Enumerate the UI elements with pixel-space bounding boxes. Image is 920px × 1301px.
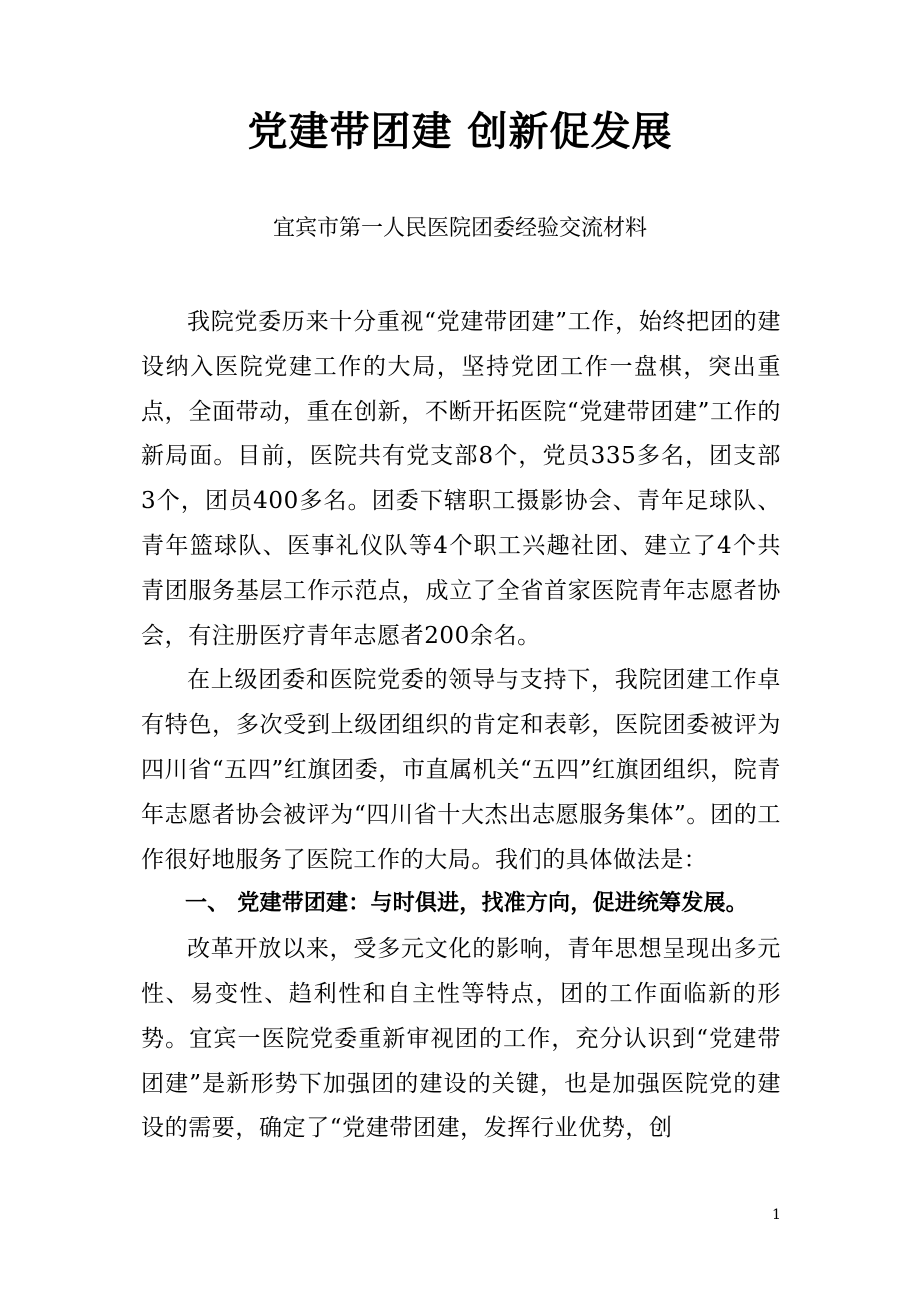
page-number: 1 bbox=[772, 1207, 781, 1223]
document-subtitle: 宜宾市第一人民医院团委经验交流材料 bbox=[272, 216, 647, 241]
body-paragraph-section-one: 改革开放以来，受多元文化的影响，青年思想呈现出多元性、易变性、趋利性和自主性等特点，团的工作面临新的形势。宜宾一医院党委重新审视团的工作，充分认识到“党建带团建”是新形势下加强团的建设的关键，也是加强医院党的建设的需要，确定了“党建带团建，发挥行业优势，创 bbox=[141, 936, 781, 1142]
body-paragraph-intro: 我院党委历来十分重视“党建带团建”工作，始终把团的建设纳入医院党建工作的大局，坚持党团工作一盘棋，突出重点，全面带动，重在创新，不断开拓医院“党建带团建”工作的新局面。目前，医院共有党支部8个，党员335多名，团支部3个，团员400多名。团委下辖职工摄影协会、青年足球队、青年篮球队、医事礼仪队等4个职工兴趣社团、建立了4个共青团服务基层工作示范点，成立了全省首家医院青年志愿者协会，有注册医疗青年志愿者200余名。 bbox=[141, 309, 781, 649]
body-paragraph-achievements: 在上级团委和医院党委的领导与支持下，我院团建工作卓有特色，多次受到上级团组织的肯定和表彰，医院团委被评为四川省“五四”红旗团委，市直属机关“五四”红旗团组织，院青年志愿者协会被评为“四川省十大杰出志愿服务集体”。团的工作很好地服务了医院工作的大局。我们的具体做法是： bbox=[141, 667, 781, 873]
document-body bbox=[141, 300, 781, 1151]
section-heading: 一、 党建带团建：与时俱进，找准方向，促进统筹发展。 bbox=[185, 891, 748, 917]
document-title: 党建带团建 创新促发展 bbox=[247, 109, 673, 155]
